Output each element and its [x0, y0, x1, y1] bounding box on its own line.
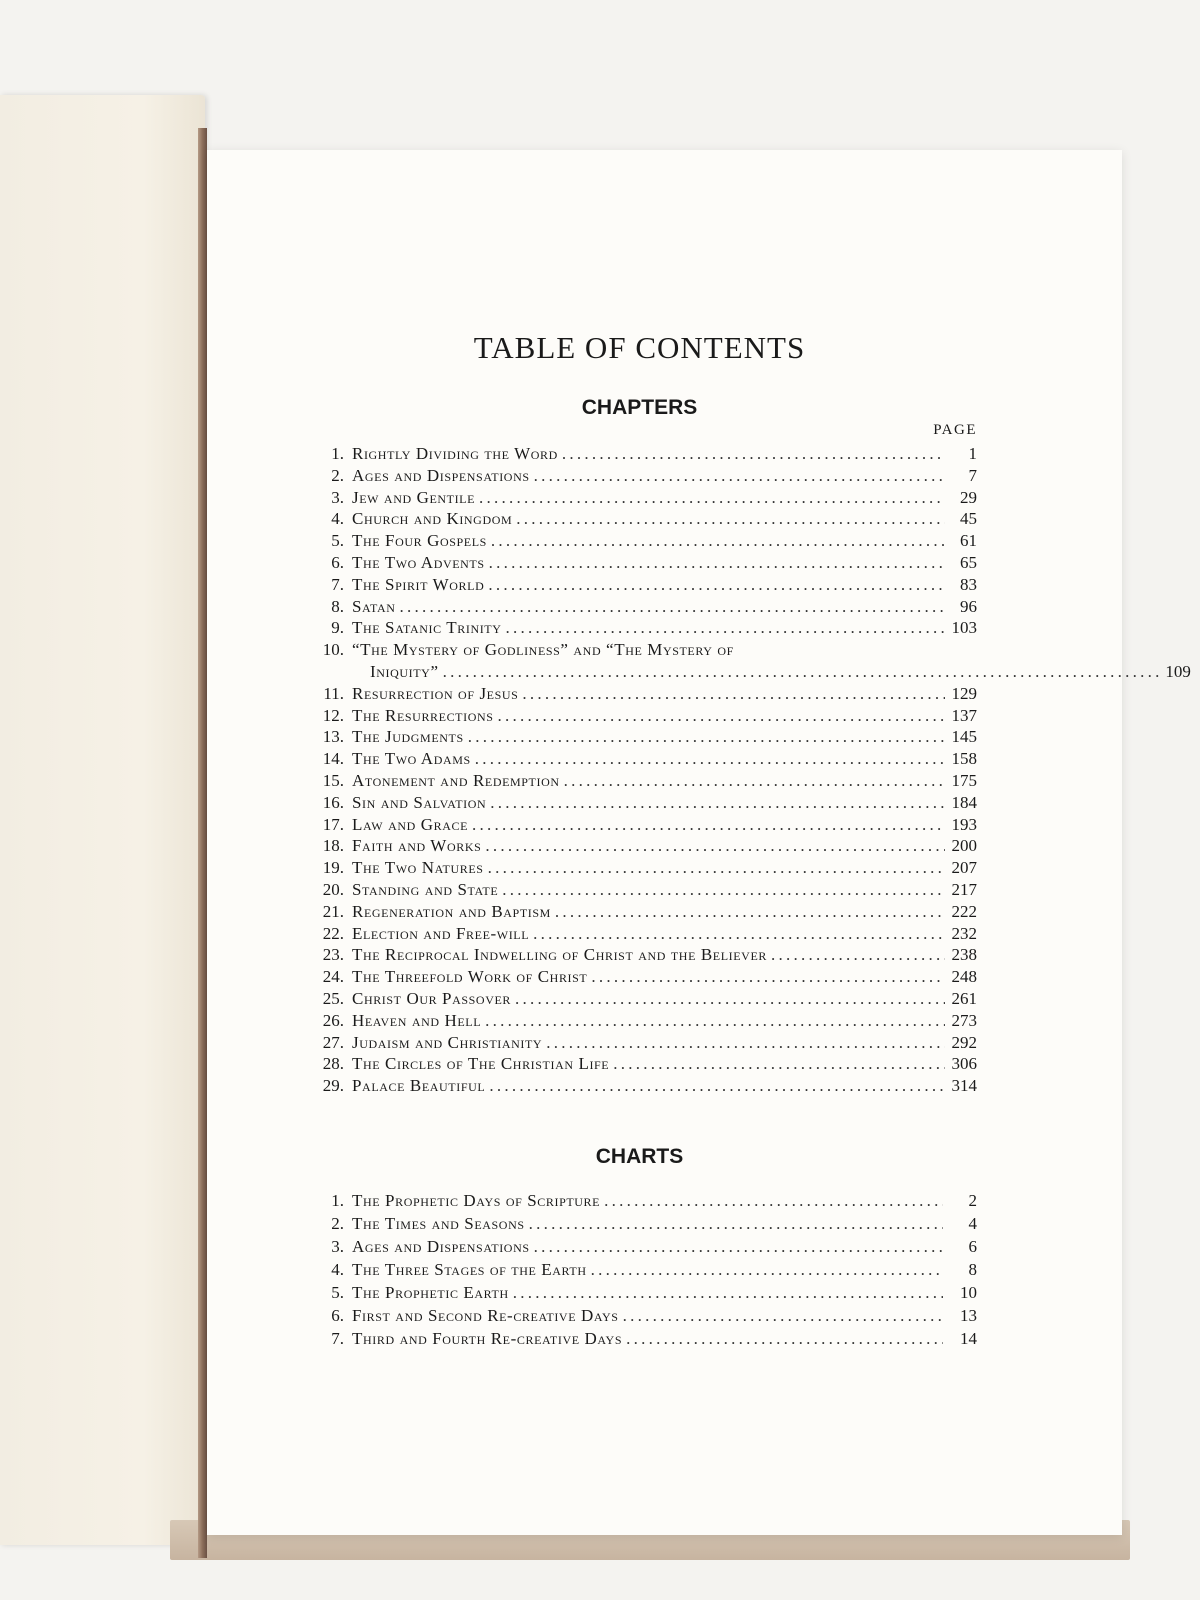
chapter-entry [302, 1010, 977, 1032]
page-title: TABLE OF CONTENTS [473, 330, 806, 365]
entry-number: 14. [322, 749, 344, 769]
chapter-entry [302, 465, 977, 487]
entry-title: The Satanic Trinity [352, 618, 502, 638]
entry-page-number: 145 [951, 727, 977, 747]
entry-page-number: 29 [960, 487, 977, 507]
dot-leader [555, 901, 945, 923]
entry-title: Church and Kingdom [352, 509, 513, 529]
dot-leader [591, 966, 945, 988]
entry-title: The Three Stages of the Earth [352, 1259, 587, 1279]
entry-number: 8. [331, 596, 344, 616]
dot-leader [491, 530, 945, 552]
entry-title: Resurrection of Jesus [352, 683, 519, 703]
entry-number: 20. [322, 879, 344, 899]
entry-page-number: 103 [951, 618, 977, 638]
entry-number: 24. [322, 967, 344, 987]
entry-title-line [352, 661, 1191, 683]
chart-entry [302, 1189, 977, 1212]
chapter-entry [302, 944, 977, 966]
dot-leader [533, 923, 945, 945]
dot-leader [771, 944, 945, 966]
entry-page-number: 207 [951, 858, 977, 878]
entry-number: 4. [331, 509, 344, 529]
chapter-entry [302, 487, 977, 509]
chapters-heading: CHAPTERS [581, 396, 698, 419]
entry-title: The Reciprocal Indwelling of Christ and the Believer [352, 945, 767, 965]
chapter-entry [302, 726, 977, 748]
chart-entry [302, 1235, 977, 1258]
chapter-entry [302, 683, 977, 705]
chapter-entry [302, 552, 977, 574]
chapter-entry [302, 617, 977, 639]
entry-number: 9. [331, 618, 344, 638]
chart-entry [302, 1258, 977, 1281]
dot-leader [546, 1032, 945, 1054]
entry-title: Palace Beautiful [352, 1076, 486, 1096]
entry-title: The Four Gospels [352, 531, 487, 551]
dot-leader [489, 1075, 945, 1097]
chapter-entry [302, 1032, 977, 1054]
entry-number: 26. [322, 1010, 344, 1030]
charts-heading: CHARTS [595, 1144, 684, 1168]
entry-title: The Threefold Work of Christ [352, 967, 588, 987]
chapter-entry [302, 879, 977, 901]
entry-page-number: 184 [951, 792, 977, 812]
entry-number: 2. [331, 1213, 344, 1233]
entry-title: The Spirit World [352, 574, 485, 594]
entry-number: 10. [322, 640, 344, 660]
entry-title: Christ Our Passover [352, 988, 511, 1008]
entry-number: 16. [322, 792, 344, 812]
book-spine [198, 128, 207, 1558]
entry-title: Regeneration and Baptism [352, 901, 551, 921]
entry-number: 2. [331, 465, 344, 485]
entry-page-number: 109 [1165, 661, 1191, 681]
entry-title: Satan [352, 596, 396, 616]
entry-number: 25. [322, 988, 344, 1008]
entry-page-number: 222 [951, 901, 977, 921]
dot-leader [513, 1281, 943, 1304]
dot-leader [506, 617, 945, 639]
dot-leader [485, 1010, 945, 1032]
entry-number: 3. [331, 1236, 344, 1256]
entry-title-continued: Iniquity” [370, 661, 439, 681]
chart-entry [302, 1304, 977, 1327]
entry-number: 23. [322, 945, 344, 965]
entry-number: 6. [331, 1305, 344, 1325]
page-column-label: PAGE [933, 422, 977, 438]
chapter-entry [302, 508, 977, 530]
dot-leader [522, 683, 945, 705]
charts-list [302, 1189, 977, 1350]
entry-number: 1. [331, 1190, 344, 1210]
dot-leader [626, 1327, 943, 1350]
entry-page-number: 10 [960, 1282, 977, 1302]
entry-page-number: 61 [960, 531, 977, 551]
chart-entry [302, 1212, 977, 1235]
entry-title: The Circles of The Christian Life [352, 1054, 610, 1074]
entry-page-number: 217 [951, 879, 977, 899]
dot-leader [562, 443, 945, 465]
entry-page-number: 8 [968, 1259, 977, 1279]
entry-title: Rightly Dividing the Word [352, 444, 558, 463]
entry-page-number: 137 [951, 705, 977, 725]
entry-page-number: 45 [960, 509, 977, 529]
dot-leader [534, 1235, 943, 1258]
entry-number: 13. [322, 727, 344, 747]
entry-number: 17. [322, 814, 344, 834]
chart-entry [302, 1281, 977, 1304]
entry-page-number: 200 [951, 836, 977, 856]
dot-leader [489, 552, 945, 574]
entry-title: The Two Natures [352, 858, 484, 878]
chapter-entry [302, 835, 977, 857]
dot-leader [604, 1189, 943, 1212]
dot-leader [515, 988, 945, 1010]
chapter-entry [302, 814, 977, 836]
dot-leader [472, 814, 945, 836]
entry-title: Ages and Dispensations [352, 465, 530, 485]
entry-title: The Two Advents [352, 552, 485, 572]
entry-page-number: 292 [951, 1032, 977, 1052]
entry-page-number: 1 [968, 444, 977, 463]
entry-title: The Prophetic Days of Scripture [352, 1190, 601, 1210]
entry-title: First and Second Re-creative Days [352, 1305, 619, 1325]
entry-title: Heaven and Hell [352, 1010, 482, 1030]
chapter-entry [302, 1075, 977, 1097]
entry-number: 6. [331, 552, 344, 572]
dot-leader [529, 1212, 943, 1235]
entry-page-number: 65 [960, 552, 977, 572]
chapter-entry [302, 530, 977, 552]
dot-leader [488, 574, 945, 596]
entry-title: The Judgments [352, 727, 464, 747]
entry-number: 19. [322, 858, 344, 878]
chapters-list [302, 443, 1191, 1097]
entry-number: 29. [322, 1076, 344, 1096]
table-of-contents [302, 330, 1191, 1350]
chapter-entry [302, 596, 977, 618]
entry-title: “The Mystery of Godliness” and “The Mystery of [352, 640, 734, 660]
chapter-entry [302, 1053, 977, 1075]
entry-title: The Two Adams [352, 749, 471, 769]
dot-leader [490, 792, 945, 814]
entry-title: The Resurrections [352, 705, 494, 725]
entry-page-number: 7 [968, 465, 977, 485]
entry-title: Judaism and Christianity [352, 1032, 543, 1052]
right-page [207, 150, 1191, 1535]
entry-number: 7. [331, 1328, 344, 1348]
chart-entry [302, 1327, 977, 1350]
chapter-entry [302, 857, 977, 879]
dot-leader [498, 705, 945, 727]
entry-number: 5. [331, 531, 344, 551]
chapter-entry [302, 705, 977, 727]
dot-leader [591, 1258, 943, 1281]
entry-number: 7. [331, 574, 344, 594]
entry-title: Faith and Works [352, 836, 482, 856]
entry-page-number: 306 [951, 1054, 977, 1074]
entry-number: 1. [331, 444, 344, 463]
dot-leader [485, 835, 945, 857]
entry-number: 15. [322, 770, 344, 790]
entry-page-number: 158 [951, 749, 977, 769]
chapter-entry [302, 901, 977, 923]
entry-page-number: 193 [951, 814, 977, 834]
entry-page-number: 261 [951, 988, 977, 1008]
entry-number: 11. [323, 683, 344, 703]
entry-page-number: 2 [968, 1190, 977, 1210]
dot-leader [564, 770, 945, 792]
entry-page-number: 129 [951, 683, 977, 703]
entry-number: 5. [331, 1282, 344, 1302]
entry-title: Third and Fourth Re-creative Days [352, 1328, 623, 1348]
chapter-entry [302, 748, 977, 770]
entry-title: Atonement and Redemption [352, 770, 560, 790]
entry-page-number: 13 [960, 1305, 977, 1325]
left-page [0, 95, 205, 1545]
chapter-entry [302, 966, 977, 988]
chapter-entry [302, 923, 977, 945]
entry-number: 12. [322, 705, 344, 725]
entry-number: 4. [331, 1259, 344, 1279]
entry-page-number: 4 [968, 1213, 977, 1233]
entry-number: 21. [322, 901, 344, 921]
entry-title: Ages and Dispensations [352, 1236, 530, 1256]
entry-number: 27. [322, 1032, 344, 1052]
chapter-entry [302, 574, 977, 596]
chapter-entry [302, 443, 977, 465]
dot-leader [479, 487, 945, 509]
entry-title: The Prophetic Earth [352, 1282, 509, 1302]
entry-page-number: 238 [951, 945, 977, 965]
entry-title: Sin and Salvation [352, 792, 487, 812]
entry-page-number: 232 [951, 923, 977, 943]
entry-page-number: 6 [968, 1236, 977, 1256]
entry-title: The Times and Seasons [352, 1213, 525, 1233]
entry-number: 3. [331, 487, 344, 507]
entry-title: Law and Grace [352, 814, 468, 834]
entry-page-number: 175 [951, 770, 977, 790]
entry-page-number: 83 [960, 574, 977, 594]
entry-page-number: 273 [951, 1010, 977, 1030]
chapter-entry [302, 639, 1191, 683]
entry-title-block [352, 639, 1191, 683]
entry-title: Election and Free-will [352, 923, 530, 943]
entry-number: 18. [322, 836, 344, 856]
entry-title-line [352, 639, 1191, 661]
entry-title: Standing and State [352, 879, 499, 899]
entry-page-number: 248 [951, 967, 977, 987]
dot-leader [534, 465, 945, 487]
dot-leader [488, 857, 945, 879]
entry-page-number: 96 [960, 596, 977, 616]
dot-leader [516, 508, 945, 530]
dot-leader [400, 596, 946, 618]
dot-leader [502, 879, 945, 901]
entry-number: 22. [322, 923, 344, 943]
dot-leader [468, 726, 945, 748]
dot-leader [623, 1304, 943, 1327]
dot-leader [475, 748, 945, 770]
entry-number: 28. [322, 1054, 344, 1074]
dot-leader [443, 661, 1159, 683]
chapter-entry [302, 770, 977, 792]
entry-page-number: 314 [951, 1076, 977, 1096]
chapter-entry [302, 792, 977, 814]
entry-title: Jew and Gentile [352, 487, 476, 507]
chapter-entry [302, 988, 977, 1010]
dot-leader [613, 1053, 945, 1075]
entry-page-number: 14 [960, 1328, 977, 1348]
